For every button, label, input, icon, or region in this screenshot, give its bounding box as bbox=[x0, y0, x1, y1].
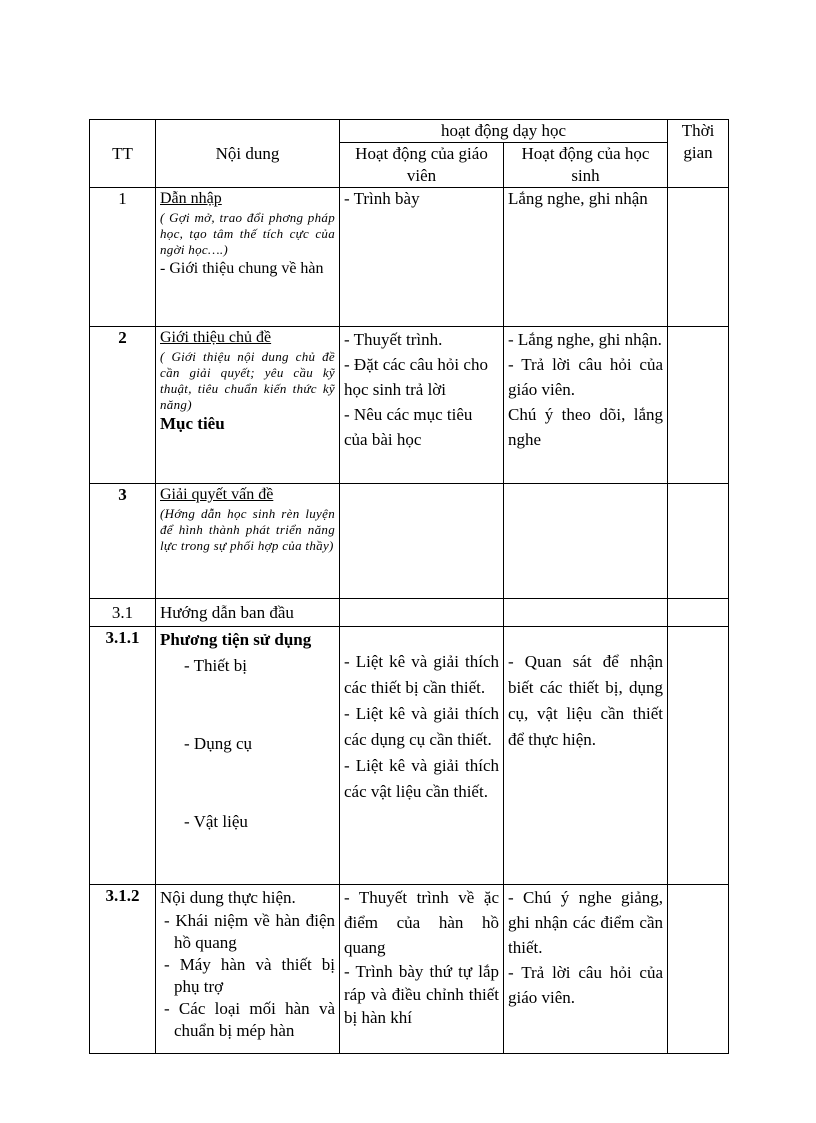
hs-cell bbox=[504, 627, 668, 885]
time-cell bbox=[668, 327, 729, 484]
table-row bbox=[90, 627, 729, 885]
row-note: ( Gợi mở, trao đổi phơng pháp học, tạo tâm thế tích cực của ngời học….) bbox=[160, 210, 335, 257]
header-gv: Hoạt động của giáo viên bbox=[340, 143, 504, 188]
hs-cell bbox=[504, 885, 668, 1054]
hs-cell bbox=[504, 484, 668, 599]
gv-activity: - Liệt kê và giải thích các dụng cụ cần thiết. bbox=[344, 704, 499, 749]
row-number: 2 bbox=[90, 327, 156, 484]
row-title: Giải quyết vấn đề bbox=[160, 486, 274, 503]
table-row bbox=[90, 885, 729, 1054]
content-cell bbox=[156, 885, 340, 1054]
hs-activity: Lắng nghe, ghi nhận bbox=[508, 189, 648, 208]
list-item: - Khái niệm về hàn điện hồ quang bbox=[164, 911, 335, 952]
gv-cell bbox=[340, 627, 504, 885]
header-hoat-dong: hoạt động dạy học bbox=[340, 120, 668, 143]
table-row bbox=[90, 327, 729, 484]
content-cell bbox=[156, 627, 340, 885]
hs-activity: - Lắng nghe, ghi nhận. bbox=[508, 330, 662, 349]
lesson-plan-table bbox=[89, 119, 729, 1054]
gv-activity: - Nêu các mục tiêu của bài học bbox=[344, 405, 473, 449]
gv-activity: - Liệt kê và giải thích các thiết bị cần thiết. bbox=[344, 652, 499, 697]
hs-cell bbox=[504, 599, 668, 627]
row-number: 3.1 bbox=[90, 599, 156, 627]
row-number: 3 bbox=[90, 484, 156, 599]
header-tt: TT bbox=[90, 120, 156, 188]
gv-cell bbox=[340, 484, 504, 599]
time-cell bbox=[668, 484, 729, 599]
time-cell bbox=[668, 627, 729, 885]
hs-activity: Chú ý theo dõi, lắng nghe bbox=[508, 405, 664, 449]
content-cell bbox=[156, 188, 340, 327]
gv-cell bbox=[340, 599, 504, 627]
header-thoi-gian: Thời gian bbox=[668, 120, 729, 188]
content-cell bbox=[156, 484, 340, 599]
row-extra: - Giới thiệu chung về hàn bbox=[160, 260, 324, 277]
row-note: ( Giới thiệu nội dung chủ đề cần giải quyết; yêu cầu kỹ thuật, tiêu chuẩn kiến thức kỹ năng) bbox=[160, 349, 335, 412]
list-item: - Máy hàn và thiết bị phụ trợ bbox=[164, 955, 335, 996]
time-cell bbox=[668, 599, 729, 627]
time-cell bbox=[668, 188, 729, 327]
header-noi-dung: Nội dung bbox=[156, 120, 340, 188]
gv-cell bbox=[340, 188, 504, 327]
gv-activity: - Thuyết trình về ặc điểm của hàn hồ quang bbox=[344, 888, 499, 957]
gv-activity: - Đặt các câu hỏi cho học sinh trả lời bbox=[344, 355, 488, 399]
row-title: Giới thiệu chủ đề bbox=[160, 329, 272, 346]
row-note: (Hớng dẫn học sinh rèn luyện để hình thành phát triển năng lực trong sự phối hợp của thầy) bbox=[160, 506, 335, 553]
row-title: Dẫn nhập bbox=[160, 190, 222, 207]
gv-activity: - Trình bày bbox=[344, 189, 420, 208]
time-cell bbox=[668, 885, 729, 1054]
table-row bbox=[90, 599, 729, 627]
row-extra: Mục tiêu bbox=[160, 414, 225, 433]
list-item: - Vật liệu bbox=[184, 812, 248, 831]
row-title: Hướng dẫn ban đầu bbox=[160, 602, 294, 622]
list-item: - Dụng cụ bbox=[184, 734, 252, 753]
content-cell bbox=[156, 599, 340, 627]
gv-cell bbox=[340, 885, 504, 1054]
row-number: 3.1.2 bbox=[90, 885, 156, 1054]
hs-activity: - Chú ý nghe giảng, ghi nhận các điểm cần thiết. bbox=[508, 888, 664, 957]
table-row bbox=[90, 188, 729, 327]
list-item: - Các loại mối hàn và chuẩn bị mép hàn bbox=[164, 999, 335, 1040]
row-title: Phương tiện sử dụng bbox=[160, 630, 312, 649]
table-row bbox=[90, 484, 729, 599]
gv-cell bbox=[340, 327, 504, 484]
hs-activity: - Quan sát để nhận biết các thiết bị, dụng cụ, vật liệu cần thiết để thực hiện. bbox=[508, 652, 664, 749]
header-hs: Hoạt động của học sinh bbox=[504, 143, 668, 188]
row-number: 1 bbox=[90, 188, 156, 327]
row-title: Nội dung thực hiện. bbox=[160, 888, 296, 907]
row-number: 3.1.1 bbox=[90, 627, 156, 885]
hs-activity: - Trả lời câu hỏi của giáo viên. bbox=[508, 963, 664, 1007]
content-cell bbox=[156, 327, 340, 484]
list-item: - Thiết bị bbox=[184, 656, 247, 675]
gv-activity: - Thuyết trình. bbox=[344, 330, 443, 349]
gv-activity: - Trình bày thứ tự lắp ráp và điều chỉnh thiết bị hàn khí bbox=[344, 962, 499, 1027]
hs-cell bbox=[504, 188, 668, 327]
gv-activity: - Liệt kê và giải thích các vật liệu cần thiết. bbox=[344, 756, 499, 801]
hs-cell bbox=[504, 327, 668, 484]
hs-activity: - Trả lời câu hỏi của giáo viên. bbox=[508, 355, 664, 399]
